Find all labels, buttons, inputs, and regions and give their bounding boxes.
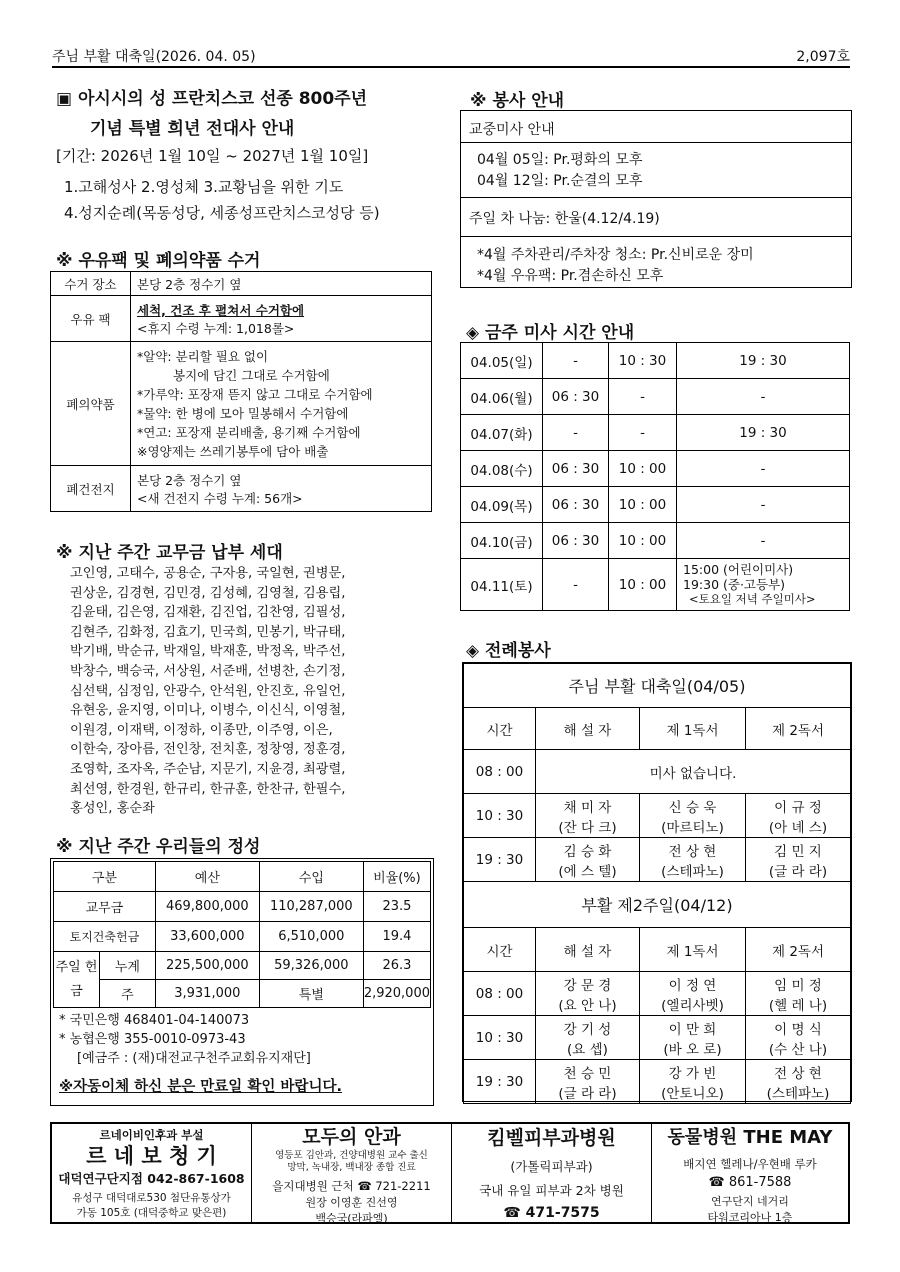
offering-header: 비율(%): [363, 862, 430, 892]
med-line: 봉지에 담긴 그대로 수거함에: [173, 367, 330, 383]
battery-line2: <새 건전지 수령 누계: 56개>: [137, 490, 303, 506]
bank-info: [59, 1011, 311, 1068]
jubilee-line1: 1.고해성사 2.영성체 3.교황님을 위한 기도: [64, 178, 344, 196]
baptismal-name: (바 오 로): [663, 1041, 722, 1058]
mass-day: 04.08(수): [461, 451, 543, 487]
service-title: ※ 봉사 안내: [470, 91, 565, 111]
mass-time: 06 : 30: [543, 379, 609, 415]
milk-line2: <휴지 수령 누계: 1,018롤>: [137, 320, 295, 336]
ad4-line: 연구단지 네거리: [711, 1195, 789, 1208]
cell-income: 110,287,000: [259, 892, 363, 922]
offering-header: 예산: [155, 862, 259, 892]
reader-2: 김 민 지: [774, 843, 822, 860]
ad1-name: 르 네 보 청 기: [86, 1144, 217, 1168]
jubilee-title-line2: 기념 특별 희년 전대사 안내: [90, 119, 295, 139]
baptismal-name: (요 안 나): [558, 997, 617, 1014]
jubilee-title-line1: ▣ 아시시의 성 프란치스코 선종 800주년: [56, 89, 368, 109]
commentator: 채 미 자: [563, 799, 612, 816]
reader-2: 전 상 현: [774, 1065, 822, 1082]
donor-list: [70, 564, 430, 819]
row-label: 주: [100, 980, 156, 1008]
duty-line: *4월 우유팩: Pr.겸손하신 모후: [477, 268, 664, 284]
med-label: 폐의약품: [51, 342, 131, 466]
sunday-label: 주일 헌금: [54, 952, 100, 1008]
liturgy-header: 시간: [464, 708, 536, 750]
reader-1: 전 상 현: [668, 843, 717, 860]
mass-day: 04.06(월): [461, 379, 543, 415]
sat-eve-line: 19:30 (중·고등부): [683, 577, 786, 592]
ad1-addr: 가동 105호 (대덕중학교 맞은편): [76, 1207, 227, 1219]
offering-header: 구분: [54, 862, 156, 892]
place-value: 본당 2층 정수기 옆: [131, 272, 432, 296]
offering-header: 수입: [259, 862, 363, 892]
mass-time: -: [609, 415, 677, 451]
liturgy-day-title: 부활 제2주일(04/12): [464, 882, 851, 928]
donor-line: 홍성인, 홍순좌: [70, 801, 155, 817]
reader-2: 이 명 식: [774, 1021, 822, 1038]
cell-income: 59,326,000: [259, 952, 363, 980]
liturgy-time: 10 : 30: [464, 794, 536, 838]
donor-line: 조영학, 조자옥, 주순남, 지문기, 지윤경, 최광렬,: [70, 761, 346, 777]
mass-time: 10 : 00: [609, 559, 677, 611]
ad4-line: 타워코리아나 1층: [707, 1211, 793, 1224]
reader-2: 이 규 정: [774, 799, 822, 816]
med-line: ※영양제는 쓰레기봉투에 담아 배출: [137, 443, 329, 459]
donor-line: 이한숙, 장아름, 전인창, 전치훈, 정창영, 정훈경,: [70, 742, 346, 758]
no-mass-note: 미사 없습니다.: [536, 750, 851, 794]
liturgy-header: 제 2독서: [746, 928, 851, 972]
mass-time: -: [543, 559, 609, 611]
ad2-line: 원장 이영훈 진선영: [305, 1196, 398, 1209]
account-holder: [예금주 : (재)대전교구천주교회유지재단]: [77, 1051, 311, 1066]
liturgy-time: 08 : 00: [464, 972, 536, 1016]
mass-time: 06 : 30: [543, 487, 609, 523]
mass-time: 10 : 00: [609, 523, 677, 559]
ad2-name: 모두의 안과: [302, 1126, 401, 1148]
baptismal-name: (안토니오): [661, 1085, 724, 1102]
duty-line: *4월 주차관리/주차장 청소: Pr.신비로운 장미: [477, 247, 754, 263]
ad-eye-clinic: [252, 1124, 452, 1225]
offering-title: ※ 지난 주간 우리들의 정성: [56, 837, 261, 857]
reader-2: 임 미 정: [774, 977, 822, 994]
med-line: *연고: 포장재 분리배출, 용기째 수거함에: [137, 424, 361, 440]
mass-day: 04.11(토): [461, 559, 543, 611]
mass-schedule-table: [460, 342, 850, 611]
liturgy-header: 제 2독서: [746, 708, 851, 750]
ad2-line: 을지대병원 근처 ☎ 721-2211: [272, 1179, 431, 1193]
cell-ratio: 19.4: [363, 922, 430, 952]
reader-1: 강 가 빈: [668, 1065, 717, 1082]
liturgy-time: 19 : 30: [464, 838, 536, 882]
mass-time: 10 : 00: [609, 451, 677, 487]
mass-time: 19 : 30: [677, 415, 850, 451]
mass-time: -: [609, 379, 677, 415]
mass-day: 04.05(일): [461, 343, 543, 379]
ad1-addr: 유성구 대덕대로530 첨단유통상가: [72, 1192, 231, 1204]
liturgy-header: 제 1독서: [640, 928, 746, 972]
row-label: 교무금: [54, 892, 156, 922]
baptismal-name: (글 라 라): [558, 1085, 617, 1102]
donor-line: 유현웅, 윤지영, 이미나, 이병수, 이신식, 이영철,: [70, 703, 346, 719]
mass-line: 04월 12일: Pr.순결의 모후: [477, 173, 643, 189]
page-header: [52, 40, 850, 68]
liturgy-time: 19 : 30: [464, 1060, 536, 1104]
mass-time: -: [677, 487, 850, 523]
milk-line1: 세척, 건조 후 펼쳐서 수거함에: [137, 302, 305, 318]
cell-budget: 469,800,000: [155, 892, 259, 922]
mass-time: -: [543, 415, 609, 451]
baptismal-name: (스테파노): [766, 1085, 830, 1102]
cell-budget: 3,931,000: [155, 980, 259, 1008]
jubilee-period: [기간: 2026년 1월 10일 ~ 2027년 1월 10일]: [56, 147, 369, 165]
commentator: 강 문 경: [563, 977, 612, 994]
collection-table: [50, 271, 432, 512]
collection-title: ※ 우유팩 및 폐의약품 수거: [56, 251, 261, 271]
ad-dermatology: [452, 1124, 652, 1222]
commentator: 김 승 화: [563, 843, 612, 860]
sat-eve-line: 15:00 (어린이미사): [683, 562, 794, 577]
mass-time: 06 : 30: [543, 451, 609, 487]
bank-line: * 농협은행 355-0010-0973-43: [59, 1032, 246, 1047]
ads-footer: [50, 1122, 850, 1224]
mass-time: 10 : 00: [609, 487, 677, 523]
ad3-phone: ☎ 471-7575: [503, 1205, 600, 1221]
ad4-phone: ☎ 861-7588: [708, 1175, 792, 1190]
cell-ratio: 26.3: [363, 952, 430, 980]
donor-line: 최선영, 한경원, 한규리, 한규훈, 한찬규, 한필수,: [70, 781, 346, 797]
ad-hearing-aid: [52, 1124, 252, 1222]
row-label: 토지건축헌금: [54, 922, 156, 952]
mass-day: 04.09(목): [461, 487, 543, 523]
liturgy-header: 해 설 자: [536, 928, 640, 972]
med-line: *물약: 한 병에 모아 밀봉해서 수거함에: [137, 405, 349, 421]
donor-line: 김현주, 김화정, 김효기, 민국희, 민봉기, 박규태,: [70, 624, 346, 640]
special-label: 특별: [259, 980, 363, 1008]
mass-time: -: [677, 379, 850, 415]
baptismal-name: (스테파노): [661, 863, 724, 880]
mass-time: 06 : 30: [543, 523, 609, 559]
battery-label: 폐건전지: [51, 466, 131, 512]
donor-line: 박창수, 백승국, 서상원, 서준배, 선병찬, 손기정,: [70, 663, 346, 679]
bank-line: * 국민은행 468401-04-140073: [59, 1013, 250, 1028]
mass-time: 19 : 30: [677, 343, 850, 379]
baptismal-name: (헬 레 나): [768, 997, 828, 1014]
place-label: 수거 장소: [51, 272, 131, 296]
autopay-notice: ※자동이체 하신 분은 만료일 확인 바랍니다.: [59, 1079, 342, 1095]
service-box: [460, 110, 852, 288]
row-label: 누계: [100, 952, 156, 980]
ad4-name: 동물병원 THE MAY: [667, 1127, 833, 1148]
special-value: 2,920,000: [363, 980, 430, 1008]
battery-line1: 본당 2층 정수기 옆: [137, 472, 242, 488]
commentator: 천 승 민: [563, 1065, 612, 1082]
ad2-line: 영등포 김안과, 건양대병원 교수 출신: [275, 1150, 428, 1161]
baptismal-name: (아 녜 스): [768, 819, 828, 836]
issue-date: 주님 부활 대축일(2026. 04. 05): [52, 49, 256, 65]
donor-line: 김윤태, 김은영, 김재환, 김진업, 김찬영, 김필성,: [70, 605, 346, 621]
baptismal-name: (엘리사벳): [661, 997, 724, 1014]
donor-line: 심선택, 심정임, 안광수, 안석원, 안진호, 유일언,: [70, 683, 346, 699]
baptismal-name: (마르티노): [661, 819, 724, 836]
donors-title: ※ 지난 주간 교무금 납부 세대: [56, 543, 283, 563]
med-line: *가루약: 포장재 뜯지 않고 그대로 수거함에: [137, 386, 373, 402]
ad4-line: 배지연 헬레나/우현배 루카: [683, 1157, 817, 1171]
commentator: 강 기 성: [563, 1021, 612, 1038]
ad3-line: 국내 유일 피부과 2차 병원: [479, 1183, 624, 1198]
mass-day: 04.07(화): [461, 415, 543, 451]
masses-title: ◈ 금주 미사 시간 안내: [466, 323, 635, 343]
issue-number: 2,097호: [796, 49, 850, 65]
liturgy-header: 시간: [464, 928, 536, 972]
donor-line: 이원경, 이재택, 이정하, 이종만, 이주영, 이은,: [70, 722, 333, 738]
ad3-line: (가톨릭피부과): [510, 1159, 593, 1174]
jubilee-section: [56, 84, 436, 223]
ad1-top: 르네이비인후과 부설: [99, 1128, 204, 1142]
ad1-phone: 대덕연구단지점 042-867-1608: [58, 1171, 245, 1186]
baptismal-name: (글 라 라): [768, 863, 828, 880]
liturgy-time: 10 : 30: [464, 1016, 536, 1060]
donor-line: 고인영, 고태수, 공용순, 구자용, 국일현, 권병문,: [70, 566, 346, 581]
donor-line: 권상운, 김경현, 김민경, 김성혜, 김영철, 김용립,: [70, 585, 346, 601]
baptismal-name: (수 산 나): [768, 1041, 828, 1058]
baptismal-name: (잔 다 크): [558, 819, 617, 836]
ad3-name: 킴벨피부과병원: [487, 1127, 616, 1149]
liturgy-header: 해 설 자: [536, 708, 640, 750]
cell-budget: 33,600,000: [155, 922, 259, 952]
cell-income: 6,510,000: [259, 922, 363, 952]
tea-line: 주일 차 나눔: 한울(4.12/4.19): [461, 197, 851, 237]
mass-time: 10 : 30: [609, 343, 677, 379]
mass-time: -: [543, 343, 609, 379]
ad2-line: 망막, 녹내장, 백내장 종합 진료: [287, 1162, 416, 1173]
mass-header: 교중미사 안내: [461, 111, 851, 143]
ad-animal-hospital: [652, 1124, 848, 1222]
mass-time: -: [677, 523, 850, 559]
mass-day: 04.10(금): [461, 523, 543, 559]
sat-eve-line: <토요일 저녁 주일미사>: [689, 592, 816, 606]
donor-line: 박기배, 박순규, 박재일, 박재훈, 박정옥, 박주선,: [70, 644, 346, 660]
liturgy-header: 제 1독서: [640, 708, 746, 750]
liturgy-time: 08 : 00: [464, 750, 536, 794]
ad2-line: 백승국(라파엘): [315, 1212, 388, 1225]
milk-label: 우유 팩: [51, 296, 131, 342]
liturgy-table: [463, 663, 851, 1104]
baptismal-name: (에 스 텔): [558, 863, 617, 880]
offering-table: [53, 861, 431, 1008]
liturgy-title: ◈ 전례봉사: [466, 641, 551, 661]
liturgy-box: [462, 662, 852, 1102]
reader-1: 이 정 연: [668, 977, 717, 994]
mass-line: 04월 05일: Pr.평화의 모후: [477, 152, 643, 168]
jubilee-line2: 4.성지순례(목동성당, 세종성프란치스코성당 등): [64, 204, 380, 222]
mass-time: -: [677, 451, 850, 487]
cell-ratio: 23.5: [363, 892, 430, 922]
offering-box: [50, 858, 434, 1106]
cell-budget: 225,500,000: [155, 952, 259, 980]
baptismal-name: (요 셉): [567, 1041, 608, 1058]
reader-1: 신 승 욱: [668, 799, 717, 816]
med-line: *알약: 분리할 필요 없이: [137, 348, 269, 364]
reader-1: 이 만 희: [668, 1021, 717, 1038]
liturgy-day-title: 주님 부활 대축일(04/05): [464, 664, 851, 708]
